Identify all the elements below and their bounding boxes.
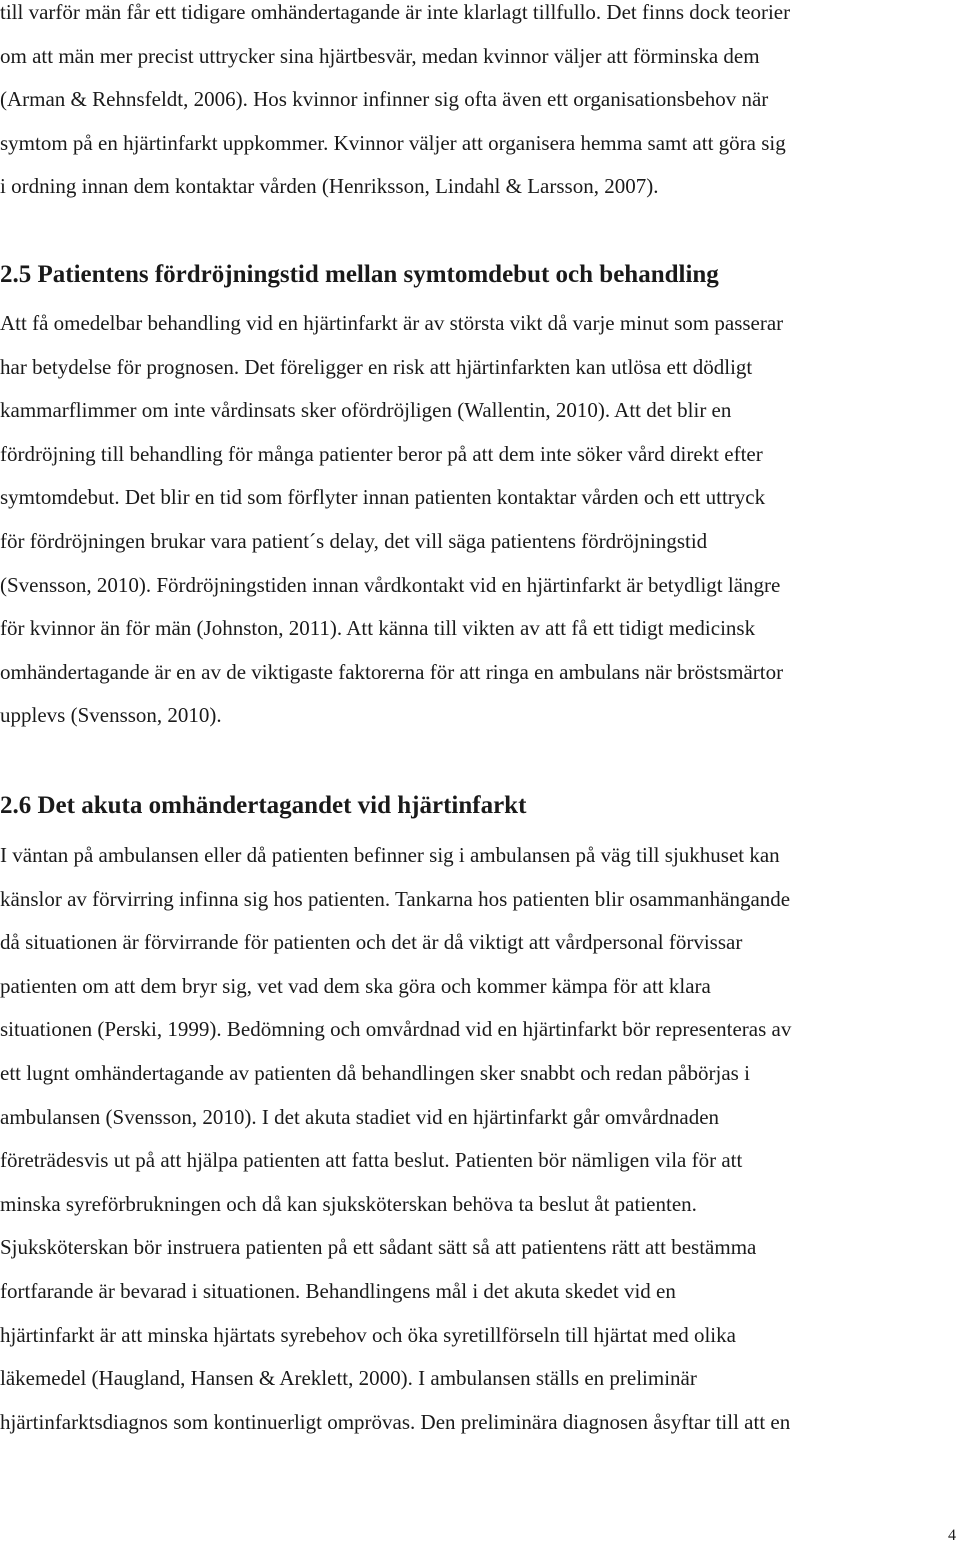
paragraph-line: situationen (Perski, 1999). Bedömning och omvårdnad vid en hjärtinfarkt bör representeras av [0, 1017, 792, 1042]
paragraph-line: för fördröjningen brukar vara patient´s delay, det vill säga patientens fördröjningstid [0, 528, 708, 553]
paragraph-line: omhändertagande är en av de viktigaste faktorerna för att ringa en ambulans när bröstsmärtor [0, 659, 784, 684]
paragraph-line: Att få omedelbar behandling vid en hjärtinfarkt är av största vikt då varje minut som passerar [0, 311, 784, 335]
paragraph-line: om att män mer precist uttrycker sina hjärtbesvär, medan kvinnor väljer att förminska dem [0, 43, 760, 68]
paragraph-line: känslor av förvirring infinna sig hos patienten. Tankarna hos patienten blir osammanhängande [0, 886, 791, 911]
section-heading-2-5: 2.5 Patientens fördröjningstid mellan symtomdebut och behandling [0, 261, 719, 288]
paragraph-line: ambulansen (Svensson, 2010). I det akuta stadiet vid en hjärtinfarkt går omvårdnaden [0, 1104, 720, 1129]
paragraph-line: till varför män får ett tidigare omhändertagande är inte klarlagt tillfullo. Det finns dock teorier [0, 0, 791, 24]
paragraph-line: hjärtinfarktsdiagnos som kontinuerligt omprövas. Den preliminära diagnosen åsyftar till att en [0, 1409, 791, 1434]
section-heading-2-6: 2.6 Det akuta omhändertagandet vid hjärtinfarkt [0, 792, 527, 819]
paragraph-line: minska syreförbrukningen och då kan sjuksköterskan behöva ta beslut åt patienten. [0, 1191, 697, 1216]
paragraph-line: hjärtinfarkt är att minska hjärtats syrebehov och öka syretillförseln till hjärtat med olika [0, 1322, 736, 1347]
paragraph-line: i ordning innan dem kontaktar vården (Henriksson, Lindahl & Larsson, 2007). [0, 174, 659, 199]
paragraph-line: upplevs (Svensson, 2010). [0, 703, 222, 728]
paragraph-line: I väntan på ambulansen eller då patienten befinner sig i ambulansen på väg till sjukhuset kan [0, 843, 780, 867]
paragraph-line: fördröjning till behandling för många patienter beror på att dem inte söker vård direkt efter [0, 441, 763, 466]
paragraph-line: symtomdebut. Det blir en tid som förflyter innan patienten kontaktar vården och ett uttryck [0, 485, 766, 510]
paragraph-line: (Arman & Rehnsfeldt, 2006). Hos kvinnor infinner sig ofta även ett organisationsbehov när [0, 87, 769, 112]
paragraph-line: ett lugnt omhändertagande av patienten då behandlingen sker snabbt och redan påbörjas i [0, 1060, 750, 1085]
paragraph-line: för kvinnor än för män (Johnston, 2011). Att känna till vikten av att få ett tidigt medicinsk [0, 616, 756, 641]
paragraph-line: patienten om att dem bryr sig, vet vad dem ska göra och kommer kämpa för att klara [0, 973, 711, 998]
section-2-5-paragraph [0, 302, 960, 738]
paragraph-line: symtom på en hjärtinfarkt uppkommer. Kvinnor väljer att organisera hemma samt att göra sig [0, 130, 786, 155]
paragraph-line: fortfarande är bevarad i situationen. Behandlingens mål i det akuta skedet vid en [0, 1278, 676, 1303]
page-number: 4 [948, 1527, 956, 1544]
paragraph-line: Sjuksköterskan bör instruera patienten på ett sådant sätt så att patientens rätt att bestämma [0, 1235, 757, 1260]
paragraph-line: företrädesvis ut på att hjälpa patienten att fatta beslut. Patienten bör nämligen vila för att [0, 1148, 743, 1173]
paragraph-line: (Svensson, 2010). Fördröjningstiden innan vårdkontakt vid en hjärtinfarkt är betydligt längre [0, 572, 781, 597]
section-2-6-paragraph [0, 834, 960, 1444]
paragraph-line: har betydelse för prognosen. Det föreligger en risk att hjärtinfarkten kan utlösa ett dödligt [0, 354, 753, 379]
paragraph-line: läkemedel (Haugland, Hansen & Areklett, 2000). I ambulansen ställs en preliminär [0, 1366, 697, 1391]
intro-paragraph [0, 0, 960, 209]
paragraph-line: kammarflimmer om inte vårdinsats sker ofördröjligen (Wallentin, 2010). Att det blir en [0, 398, 732, 423]
paragraph-line: då situationen är förvirrande för patienten och det är då viktigt att vårdpersonal förvissar [0, 930, 743, 955]
